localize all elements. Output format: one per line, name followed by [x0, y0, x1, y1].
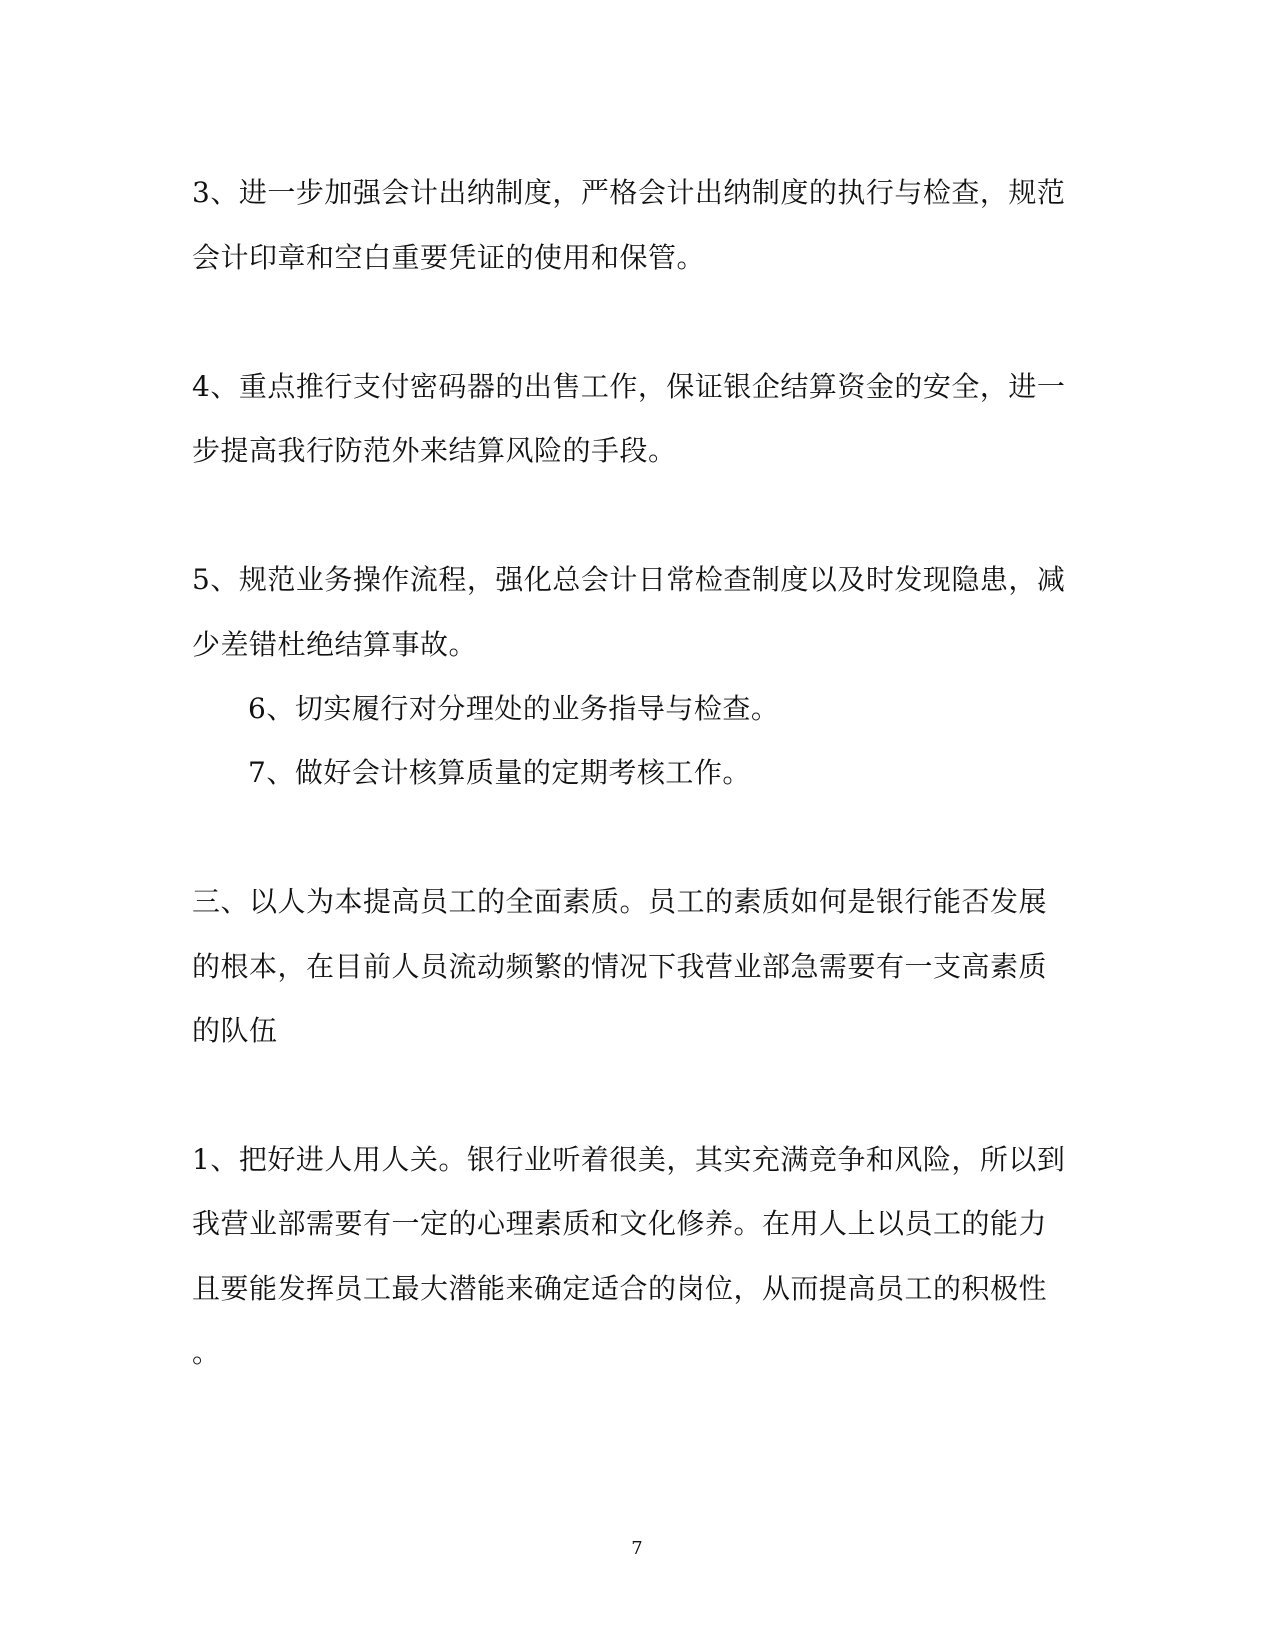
page-number: 7 [631, 1538, 643, 1559]
paragraph-line: 。 [192, 1336, 221, 1369]
paragraph-line: 7、做好会计核算质量的定期考核工作。 [248, 756, 751, 789]
paragraph-line: 会计印章和空白重要凭证的使用和保管。 [192, 241, 706, 274]
paragraph-line: 三、以人为本提高员工的全面素质。员工的素质如何是银行能否发展 [192, 885, 1048, 918]
paragraph-line: 步提高我行防范外来结算风险的手段。 [192, 434, 677, 467]
paragraph-line: 6、切实履行对分理处的业务指导与检查。 [248, 692, 780, 725]
paragraph-line: 少差错杜绝结算事故。 [192, 628, 478, 661]
paragraph-line: 3、进一步加强会计出纳制度，严格会计出纳制度的执行与检查，规范 [192, 176, 1066, 209]
paragraph-line: 的根本，在目前人员流动频繁的情况下我营业部急需要有一支高素质 [192, 950, 1048, 983]
paragraph-line: 的队伍 [192, 1014, 278, 1047]
paragraph-line: 4、重点推行支付密码器的出售工作，保证银企结算资金的安全，进一 [192, 370, 1066, 403]
paragraph-line: 且要能发挥员工最大潜能来确定适合的岗位，从而提高员工的积极性 [192, 1272, 1048, 1305]
paragraph-line: 1、把好进人用人关。银行业听着很美，其实充满竞争和风险，所以到 [192, 1143, 1066, 1176]
paragraph-line: 我营业部需要有一定的心理素质和文化修养。在用人上以员工的能力 [192, 1207, 1048, 1240]
paragraph-line: 5、规范业务操作流程，强化总会计日常检查制度以及时发现隐患，减 [192, 563, 1066, 596]
